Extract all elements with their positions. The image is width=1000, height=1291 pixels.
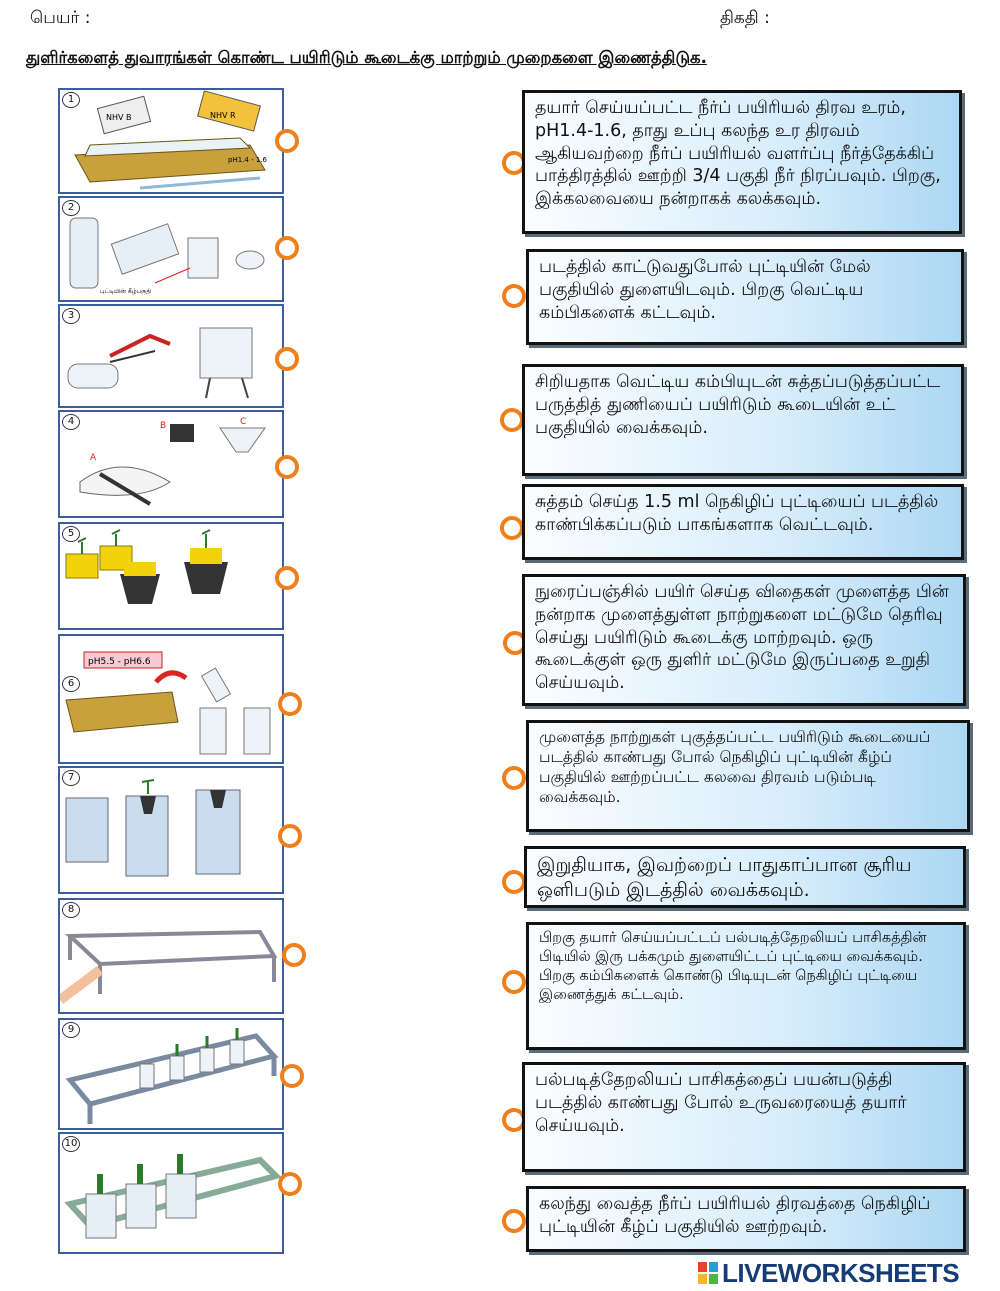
- picture-6: [58, 634, 284, 764]
- label-ph-range: pH1.4 - 1.6: [228, 156, 267, 164]
- match-dot-right-8[interactable]: [502, 970, 526, 994]
- answer-box-6: முளைத்த நாற்றுகள் புகுத்தப்பட்ட பயிரிடும் கூடையைப் படத்தில் காண்பது போல் நெகிழிப் புட்டியின் கீழ்ப் பகுதியில் ஊற்றப்பட்ட கலவை திரவம் படும்படி வைக்கவும்.: [526, 720, 970, 832]
- page-title: துளிர்களைத் துவாரங்கள் கொண்ட பயிரிடும் கூடைக்கு மாற்றும் முறைகளை இணைத்திடுக.: [26, 48, 707, 67]
- match-dot-left-1[interactable]: [275, 129, 299, 153]
- label-c: C: [240, 417, 247, 427]
- sponge-seedlings-illustration: [60, 524, 282, 628]
- label-b: B: [160, 421, 167, 431]
- name-label: பெயர் :: [30, 8, 91, 28]
- label-ph-range: pH5.5 - pH6.6: [88, 657, 151, 667]
- bottle-cutting-illustration: [60, 198, 282, 300]
- match-dot-right-2[interactable]: [502, 284, 526, 308]
- picture-number: 7: [62, 770, 80, 786]
- label-nhv-r: NHV R: [210, 111, 236, 120]
- match-dot-left-4[interactable]: [275, 455, 299, 479]
- answer-box-9: பல்படித்தேறலியப் பாசிகத்தைப் பயன்படுத்தி படத்தில் காண்பது போல் உருவரையைத் தயார் செய்யவும்.: [522, 1062, 966, 1172]
- match-dot-left-6[interactable]: [278, 692, 302, 716]
- match-dot-left-5[interactable]: [275, 566, 299, 590]
- tray-mixing-illustration: [60, 90, 282, 192]
- pouring-solution-illustration: [60, 636, 282, 762]
- label-bottle-bottom: புட்டியின் கீழ்பகுதி: [100, 288, 152, 295]
- date-label: திகதி :: [720, 8, 770, 28]
- answer-box-2: படத்தில் காட்டுவதுபோல் புட்டியின் மேல் பகுதியில் துளையிடவும். பிறகு வெட்டிய கம்பிகளைக் கட்டவும்.: [526, 249, 964, 345]
- picture-number: 4: [62, 414, 80, 430]
- match-dot-left-7[interactable]: [278, 824, 302, 848]
- picture-number: 5: [62, 526, 80, 542]
- picture-number: 9: [62, 1022, 80, 1038]
- answer-box-4: சுத்தம் செய்த 1.5 ml நெகிழிப் புட்டியைப் படத்தில் காண்பிக்கப்படும் பாகங்களாக வெட்டவும்.: [522, 484, 964, 560]
- picture-2: [58, 196, 284, 302]
- picture-4: [58, 410, 284, 518]
- answer-box-7: இறுதியாக, இவற்றைப் பாதுகாப்பான சூரிய ஒளிபடும் இடத்தில் வைக்கவும்.: [524, 846, 966, 908]
- basket-in-bottle-illustration: [60, 768, 282, 892]
- pvc-frame-illustration: [60, 900, 282, 1012]
- pliers-wire-illustration: [60, 306, 282, 406]
- label-nhv-b: NHV B: [106, 113, 132, 122]
- match-dot-right-7[interactable]: [502, 870, 526, 894]
- picture-3: [58, 304, 284, 408]
- brand-footer[interactable]: LIVEWORKSHEETS: [722, 1258, 960, 1288]
- final-setup-illustration: [60, 1134, 282, 1252]
- bottles-on-frame-illustration: [60, 1020, 282, 1128]
- picture-9: [58, 1018, 284, 1130]
- picture-number: 6: [62, 676, 80, 692]
- match-dot-left-10[interactable]: [278, 1172, 302, 1196]
- match-dot-left-3[interactable]: [275, 347, 299, 371]
- picture-8: [58, 898, 284, 1014]
- liveworksheets-logo-icon: [698, 1262, 718, 1284]
- picture-number: 3: [62, 308, 80, 324]
- picture-1: [58, 88, 284, 194]
- cloth-basket-illustration: [60, 412, 282, 516]
- picture-10: [58, 1132, 284, 1254]
- picture-number: 10: [62, 1136, 80, 1152]
- match-dot-left-2[interactable]: [275, 236, 299, 260]
- answer-box-3: சிறியதாக வெட்டிய கம்பியுடன் சுத்தப்படுத்தப்பட்ட பருத்தித் துணியைப் பயிரிடும் கூடையின் உட் பகுதியில் வைக்கவும்.: [522, 364, 964, 476]
- match-dot-right-6[interactable]: [502, 766, 526, 790]
- picture-number: 1: [62, 92, 80, 108]
- match-dot-left-9[interactable]: [280, 1064, 304, 1088]
- picture-7: [58, 766, 284, 894]
- answer-box-5: நுரைப்பஞ்சில் பயிர் செய்த விதைகள் முளைத்த பின் நன்றாக முளைத்துள்ள நாற்றுகளை மட்டுமே தெரிவு செய்து பயிரிடும் கூடைக்கு மாற்றவும். ஒரு கூடைக்குள் ஒரு துளிர் மட்டுமே இருப்பதை உறுதி செய்யவும்.: [522, 574, 966, 706]
- picture-number: 8: [62, 902, 80, 918]
- answer-box-8: பிறகு தயார் செய்யப்பட்டப் பல்படித்தேறலியப் பாசிகத்தின் பிடியில் இரு பக்கமும் துளையிட்டப் புட்டியை வைக்கவும். பிறகு கம்பிகளைக் கொண்டு பிடியுடன் நெகிழிப் புட்டியை இணைத்துக் கட்டவும்.: [526, 922, 966, 1050]
- picture-number: 2: [62, 200, 80, 216]
- answer-box-1: தயார் செய்யப்பட்ட நீர்ப் பயிரியல் திரவ உரம், pH1.4-1.6, தாது உப்பு கலந்த உர திரவம் ஆகியவற்றை நீர்ப் பயிரியல் வளர்ப்பு நீர்த்தேக்கிப் பாத்திரத்தில் ஊற்றி 3/4 பகுதி நீர் நிரப்பவும். பிறகு, இக்கலவையை நன்றாகக் கலக்கவும்.: [522, 90, 962, 234]
- label-a: A: [90, 453, 97, 463]
- picture-5: [58, 522, 284, 630]
- match-dot-left-8[interactable]: [282, 943, 306, 967]
- match-dot-right-3[interactable]: [500, 408, 524, 432]
- answer-box-10: கலந்து வைத்த நீர்ப் பயிரியல் திரவத்தை நெகிழிப் புட்டியின் கீழ்ப் பகுதியில் ஊற்றவும்.: [526, 1186, 966, 1252]
- match-dot-right-4[interactable]: [500, 516, 524, 540]
- match-dot-right-10[interactable]: [502, 1209, 526, 1233]
